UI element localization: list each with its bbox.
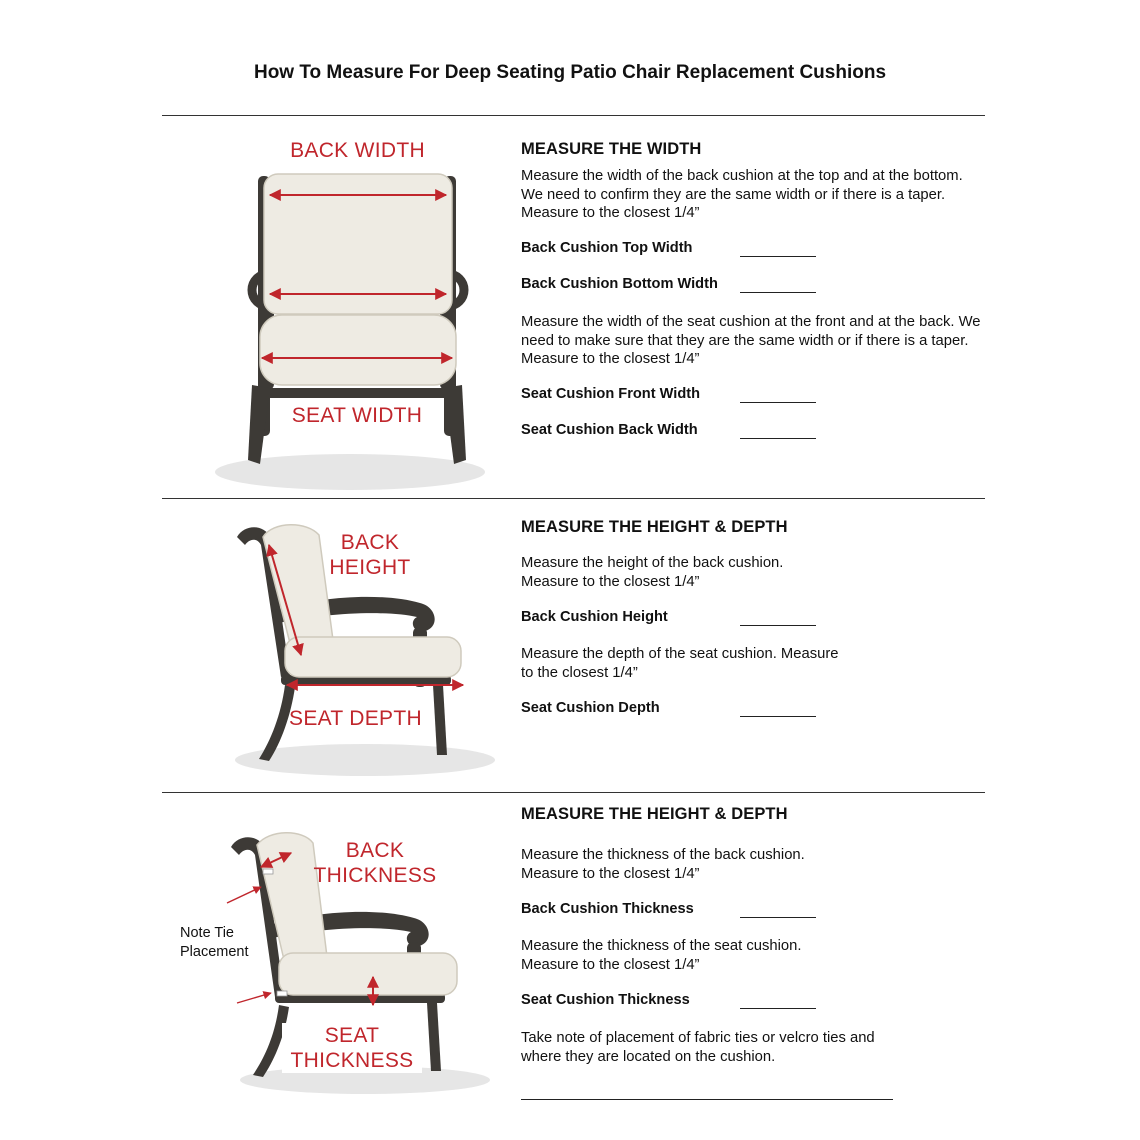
page-title: How To Measure For Deep Seating Patio Chair Replacement Cushions: [253, 62, 887, 83]
section-heading-width: MEASURE THE WIDTH: [521, 140, 702, 158]
blank-seat-thickness[interactable]: [740, 1008, 816, 1009]
seat-depth-label: SEAT DEPTH: [289, 707, 422, 730]
field-label-back-top-width: Back Cushion Top Width: [521, 240, 693, 256]
back-thickness-label-line1: BACK: [345, 839, 405, 862]
divider: [162, 792, 985, 793]
instructions-seat-width: Measure the width of the seat cushion at the front and at the back. We need to make sure that they are the same width or if there is a taper. Measure to the closest 1/4”: [521, 314, 981, 367]
field-label-back-thickness: Back Cushion Thickness: [521, 901, 694, 917]
chair-front-view-diagram: [200, 160, 500, 490]
section-heading-height-depth: MEASURE THE HEIGHT & DEPTH: [521, 518, 788, 536]
blank-seat-back-width[interactable]: [740, 438, 816, 439]
note-tie-placement: [180, 924, 249, 962]
note-line2: Placement: [180, 944, 249, 960]
blank-seat-front-width[interactable]: [740, 402, 816, 403]
seat-cushion: [279, 953, 457, 995]
blank-back-height[interactable]: [740, 625, 816, 626]
instructions-back-width: Measure the width of the back cushion at the top and at the bottom. We need to confirm they are the same width or if there is a taper. Measure to the closest 1/4”: [521, 168, 963, 221]
back-thickness-label: [305, 838, 445, 888]
field-label-seat-thickness: Seat Cushion Thickness: [521, 992, 690, 1008]
field-label-seat-front-width: Seat Cushion Front Width: [521, 386, 701, 402]
instructions-back-thickness: Measure the thickness of the back cushion. Measure to the closest 1/4”: [521, 847, 805, 882]
field-label-seat-back-width: Seat Cushion Back Width: [521, 422, 698, 438]
seat-thickness-label-line1: SEAT: [324, 1024, 380, 1047]
back-height-label-line2: HEIGHT: [329, 556, 411, 579]
seat-width-label: SEAT WIDTH: [291, 404, 423, 427]
blank-back-thickness[interactable]: [740, 917, 816, 918]
back-height-label: [300, 530, 440, 580]
back-width-label: BACK WIDTH: [290, 139, 425, 162]
divider: [162, 498, 985, 499]
field-label-back-bottom-width: Back Cushion Bottom Width: [521, 276, 718, 292]
blank-back-top-width[interactable]: [740, 256, 816, 257]
seat-cushion: [285, 637, 461, 677]
seat-cushion: [260, 315, 456, 385]
seat-thickness-label: [282, 1023, 422, 1073]
back-height-label-line1: BACK: [340, 531, 400, 554]
instructions-seat-thickness: Measure the thickness of the seat cushion. Measure to the closest 1/4”: [521, 938, 802, 973]
instructions-seat-depth: Measure the depth of the seat cushion. Measure to the closest 1/4”: [521, 646, 839, 681]
field-label-seat-depth: Seat Cushion Depth: [521, 700, 660, 716]
instructions-back-height: Measure the height of the back cushion. Measure to the closest 1/4”: [521, 555, 784, 590]
blank-tie-notes[interactable]: [521, 1099, 893, 1100]
divider: [162, 115, 985, 116]
section-heading-thickness: MEASURE THE HEIGHT & DEPTH: [521, 805, 788, 823]
instructions-tie-placement: Take note of placement of fabric ties or velcro ties and where they are located on the cushion.: [521, 1030, 875, 1065]
field-label-back-height: Back Cushion Height: [521, 609, 668, 625]
note-line1: Note Tie: [180, 925, 234, 941]
blank-back-bottom-width[interactable]: [740, 292, 816, 293]
back-thickness-label-line2: THICKNESS: [313, 864, 437, 887]
seat-thickness-label-line2: THICKNESS: [290, 1049, 414, 1072]
blank-seat-depth[interactable]: [740, 716, 816, 717]
